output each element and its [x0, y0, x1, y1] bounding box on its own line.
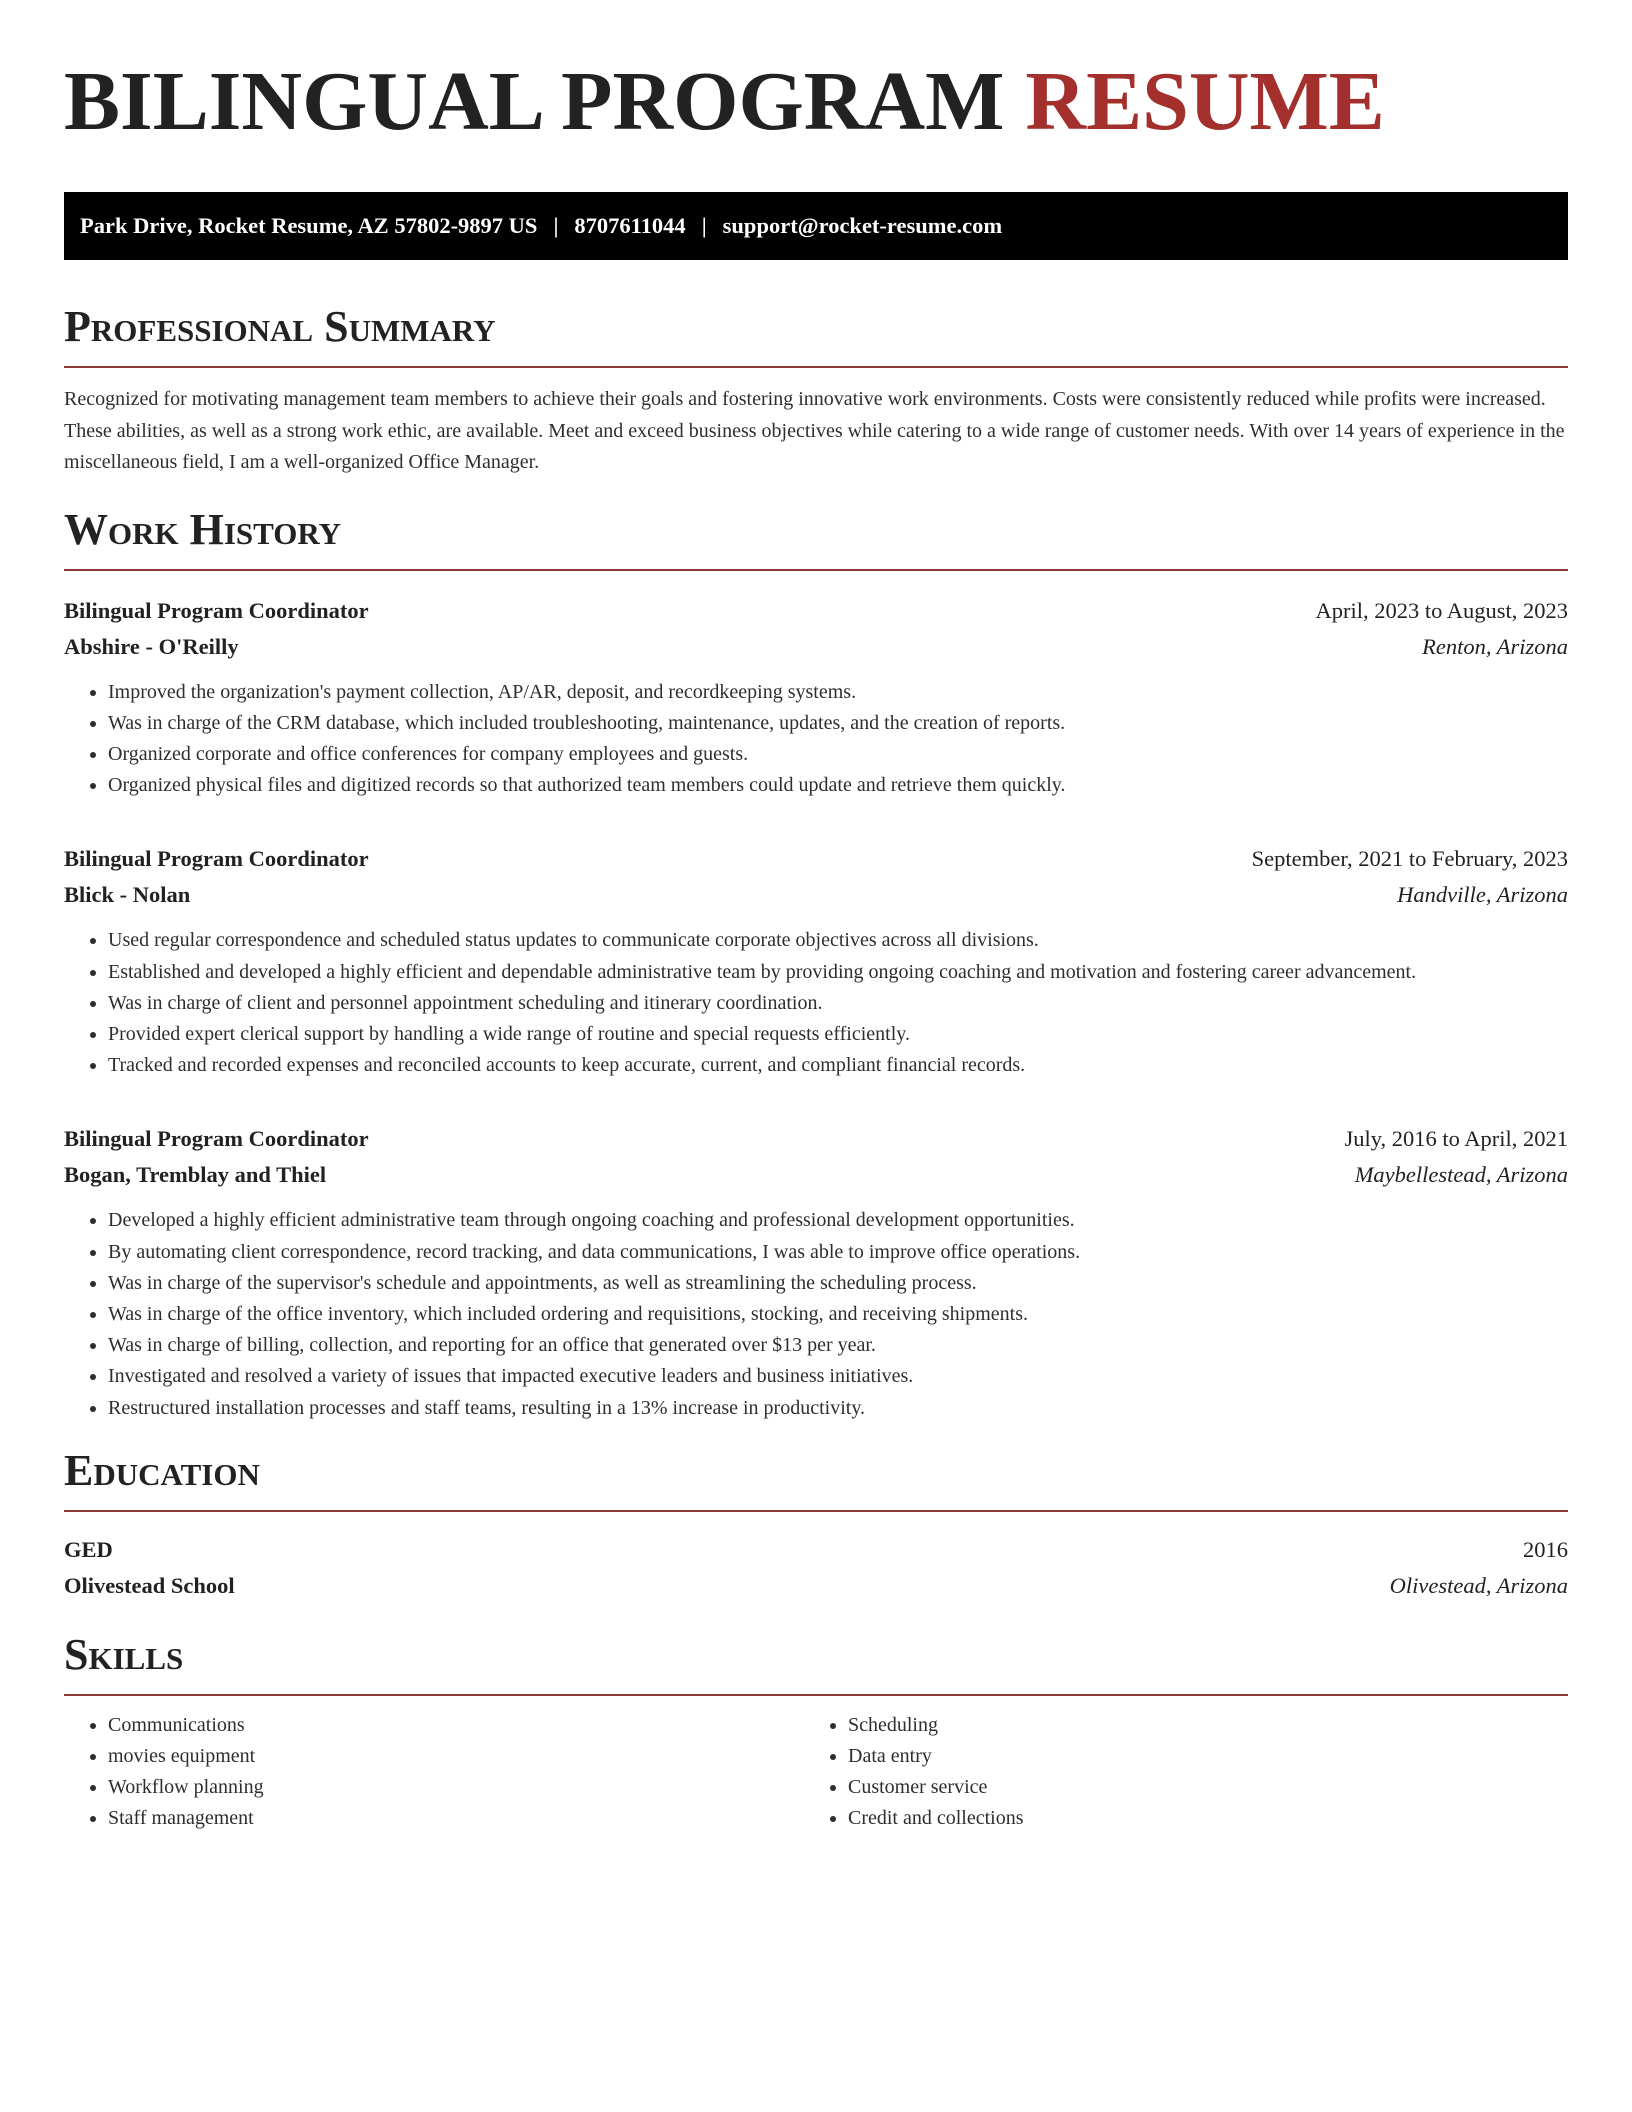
job-bullet: • Established and developed a highly efficient and dependable administrative team by providing ongoing coaching and motivation and fostering career advancement. [108, 957, 1568, 988]
job-entry [64, 841, 1568, 1081]
work-history-heading: Work History [64, 505, 1568, 571]
job-company-row [64, 877, 1568, 913]
skill-item: • movies equipment [108, 1741, 804, 1772]
contact-address: Park Drive, Rocket Resume, AZ 57802-9897 US [80, 213, 538, 238]
job-title-row [64, 841, 1568, 877]
job-company-row [64, 629, 1568, 665]
job-location: Renton, Arizona [1422, 633, 1568, 659]
job-dates: July, 2016 to April, 2021 [1344, 1126, 1568, 1152]
job-bullet: • By automating client correspondence, record tracking, and data communications, I was able to improve office operations. [108, 1237, 1568, 1268]
job-company: Bogan, Tremblay and Thiel [64, 1162, 327, 1188]
job-company-row [64, 1157, 1568, 1193]
job-bullets [64, 677, 1568, 802]
job-dates: September, 2021 to February, 2023 [1251, 846, 1568, 872]
job-bullets [64, 925, 1568, 1081]
summary-heading: Professional Summary [64, 302, 1568, 368]
job-bullet: • Used regular correspondence and scheduled status updates to communicate corporate objectives across all divisions. [108, 925, 1568, 956]
job-bullet: • Developed a highly efficient administrative team through ongoing coaching and professional development opportunities. [108, 1205, 1568, 1236]
skill-item: • Data entry [848, 1741, 1544, 1772]
skills-heading: Skills [64, 1630, 1568, 1696]
education-school-row [64, 1568, 1568, 1604]
job-bullet: • Was in charge of the CRM database, which included troubleshooting, maintenance, updates, and the creation of reports. [108, 708, 1568, 739]
job-bullet: • Was in charge of billing, collection, and reporting for an office that generated over $13 per year. [108, 1330, 1568, 1361]
skill-item: • Scheduling [848, 1710, 1544, 1741]
job-company: Blick - Nolan [64, 882, 191, 908]
skill-item: • Staff management [108, 1803, 804, 1834]
job-location: Handville, Arizona [1397, 882, 1568, 908]
summary-text: Recognized for motivating management team members to achieve their goals and fostering innovative work environments. Costs were consistently reduced while profits were increased. These abilities, as well as a strong work ethic, are available. Meet and exceed business objectives while catering to a wide range of customer needs. With over 14 years of experience in the miscellaneous field, I am a well-organized Office Manager. [64, 388, 1565, 473]
education-heading: Education [64, 1446, 1568, 1512]
job-bullet: • Tracked and recorded expenses and reconciled accounts to keep accurate, current, and compliant financial records. [108, 1050, 1568, 1081]
skill-item: • Workflow planning [108, 1772, 804, 1803]
contact-separator: | [553, 213, 559, 238]
education-year: 2016 [1523, 1536, 1568, 1562]
job-bullet: • Was in charge of client and personnel appointment scheduling and itinerary coordination. [108, 988, 1568, 1019]
education-location: Olivestead, Arizona [1389, 1572, 1568, 1598]
job-title: Bilingual Program Coordinator [64, 846, 369, 872]
contact-email: support@rocket-resume.com [722, 213, 1003, 238]
skills-list [64, 1710, 1568, 1835]
job-entry [64, 1121, 1568, 1423]
job-bullet: • Restructured installation processes and staff teams, resulting in a 13% increase in productivity. [108, 1393, 1568, 1424]
contact-separator: | [701, 213, 707, 238]
education-degree-row [64, 1532, 1568, 1568]
contact-phone: 8707611044 [574, 213, 686, 238]
education-entry [64, 1532, 1568, 1604]
contact-bar [64, 192, 1568, 260]
job-bullet: • Was in charge of the office inventory, which included ordering and requisitions, stocking, and receiving shipments. [108, 1299, 1568, 1330]
job-title: Bilingual Program Coordinator [64, 1126, 369, 1152]
resume-title [64, 52, 1568, 152]
job-title: Bilingual Program Coordinator [64, 597, 369, 623]
skills-column-right [804, 1710, 1544, 1835]
job-dates: April, 2023 to August, 2023 [1315, 597, 1568, 623]
job-bullet: • Provided expert clerical support by handling a wide range of routine and special requests efficiently. [108, 1019, 1568, 1050]
job-title-row [64, 593, 1568, 629]
skill-item: • Credit and collections [848, 1803, 1544, 1834]
education-degree: GED [64, 1536, 113, 1562]
education-school: Olivestead School [64, 1572, 235, 1598]
job-title-row [64, 1121, 1568, 1157]
job-bullets [64, 1205, 1568, 1423]
job-bullet: • Organized physical files and digitized records so that authorized team members could update and retrieve them quickly. [108, 770, 1568, 801]
skills-column-left [64, 1710, 804, 1835]
skill-item: • Communications [108, 1710, 804, 1741]
job-company: Abshire - O'Reilly [64, 633, 239, 659]
job-entry [64, 593, 1568, 802]
skill-item: • Customer service [848, 1772, 1544, 1803]
job-bullet: • Investigated and resolved a variety of issues that impacted executive leaders and business initiatives. [108, 1361, 1568, 1392]
title-main: BILINGUAL PROGRAM [64, 55, 1005, 148]
job-location: Maybellestead, Arizona [1354, 1162, 1568, 1188]
job-bullet: • Improved the organization's payment collection, AP/AR, deposit, and recordkeeping systems. [108, 677, 1568, 708]
job-bullet: • Organized corporate and office conferences for company employees and guests. [108, 739, 1568, 770]
title-accent: RESUME [1025, 55, 1385, 148]
job-bullet: • Was in charge of the supervisor's schedule and appointments, as well as streamlining the scheduling process. [108, 1268, 1568, 1299]
